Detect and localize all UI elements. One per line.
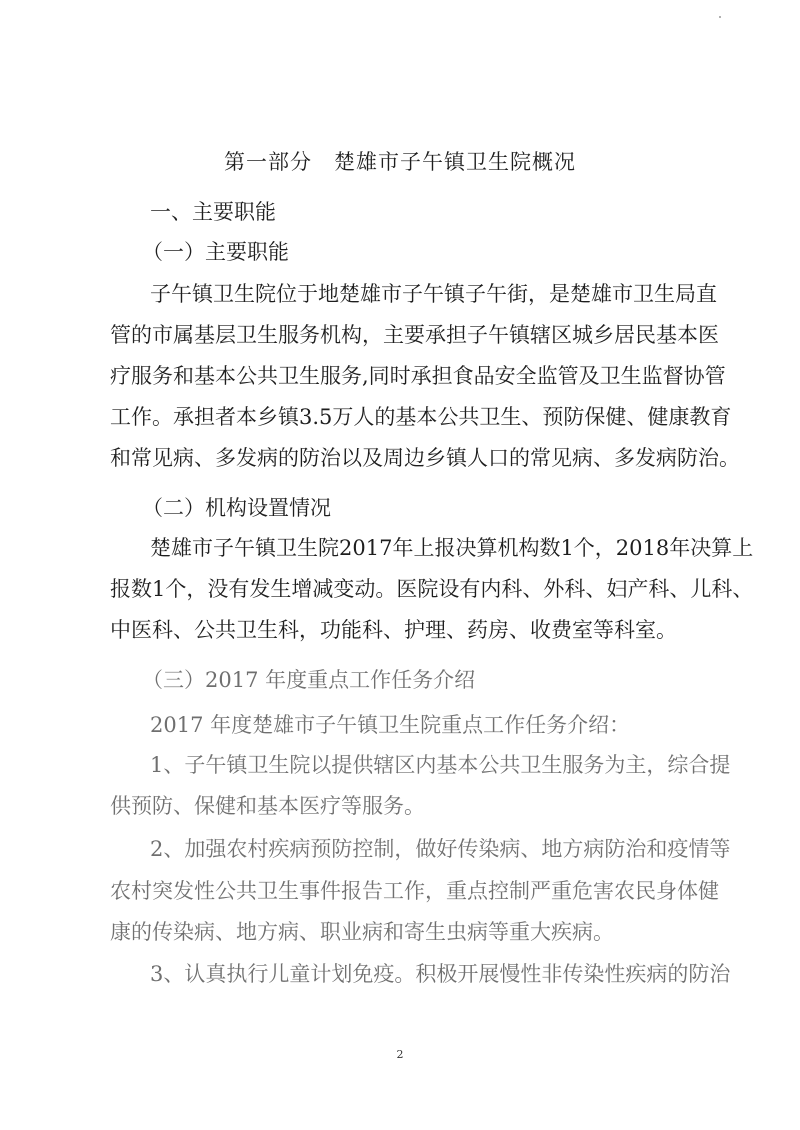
list-item-line: 3、认真执行儿童计划免疫。积极开展慢性非传染性疾病的防治 [150, 962, 731, 986]
paragraph-line: 中医科、公共卫生科，功能科、护理、药房、收费室等科室。 [110, 618, 677, 642]
subheading-organization: （二）机构设置情况 [142, 496, 331, 520]
section-heading-main-functions: 一、主要职能 [150, 200, 276, 224]
list-item-line: 2、加强农村疾病预防控制，做好传染病、地方病防治和疫情等 [150, 837, 731, 861]
list-item-line: 1、子午镇卫生院以提供辖区内基本公共卫生服务为主，综合提 [150, 753, 731, 777]
paragraph-line: 疗服务和基本公共卫生服务,同时承担食品安全监管及卫生监督协管 [110, 364, 726, 388]
paragraph-line: 子午镇卫生院位于地楚雄市子午镇子午街，是楚雄市卫生局直 [150, 282, 717, 306]
paragraph-line: 和常见病、多发病的防治以及周边乡镇人口的常见病、多发病防治。 [110, 446, 740, 470]
paragraph-line: 楚雄市子午镇卫生院2017年上报决算机构数1个，2018年决算上 [150, 536, 754, 560]
subheading-main-functions: （一）主要职能 [142, 240, 289, 264]
page-title: 第一部分 楚雄市子午镇卫生院概况 [224, 150, 576, 174]
list-item-line: 农村突发性公共卫生事件报告工作，重点控制严重危害农民身体健 [110, 879, 719, 903]
paragraph-line: 管的市属基层卫生服务机构，主要承担子午镇辖区城乡居民基本医 [110, 323, 719, 347]
scan-speck [719, 16, 721, 18]
page-number: 2 [396, 1048, 404, 1061]
list-item-line: 供预防、保健和基本医疗等服务。 [110, 794, 425, 818]
paragraph-line: 报数1个，没有发生增减变动。医院设有内科、外科、妇产科、儿科、 [110, 577, 754, 601]
paragraph-line: 工作。承担者本乡镇3.5万人的基本公共卫生、预防保健、健康教育 [110, 405, 732, 429]
subheading-key-tasks: （三）2017 年度重点工作任务介绍 [142, 668, 476, 692]
list-item-line: 康的传染病、地方病、职业病和寄生虫病等重大疾病。 [110, 920, 614, 944]
key-tasks-intro: 2017 年度楚雄市子午镇卫生院重点工作任务介绍： [150, 713, 631, 737]
